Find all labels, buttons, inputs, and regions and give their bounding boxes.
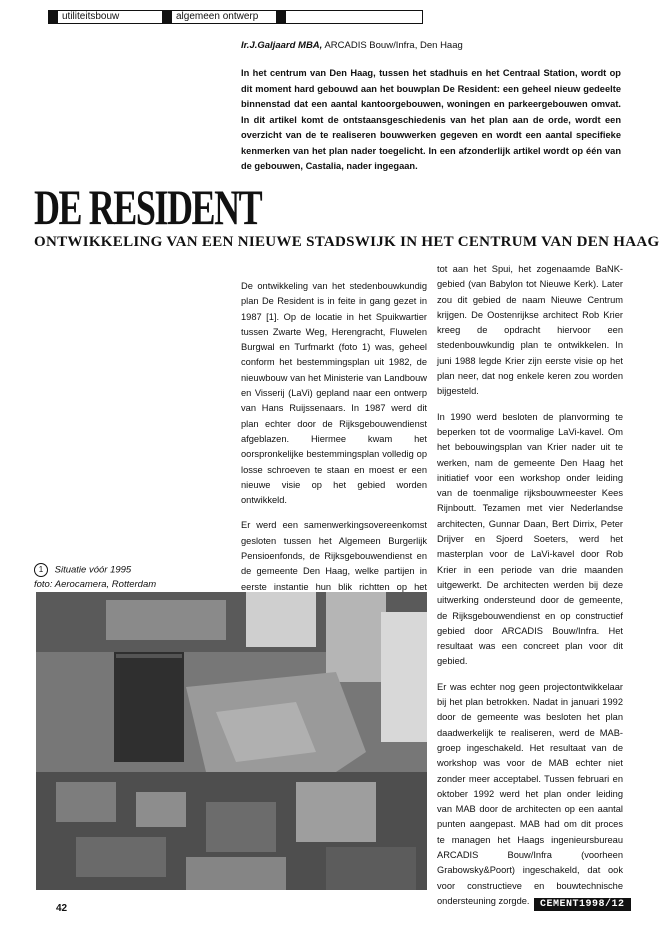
photo-caption [34,563,156,592]
tab-label: utiliteitsbouw [62,11,120,22]
paragraph: Er was echter nog geen projectontwikkelaar bij het plan betrokken. Nadat in januari 1992 door de gemeente was besloten het plan daadwerkelijk te realiseren, werd de MAB-groep ingeschakeld. Het resultaat van de workshop was voor de MAB echter niet zonder meer acceptabel. Tussen februari en oktober 1992 werd het plan onder leiding van MAB door de architecten op een aantal punten aangepast. MAB had om dit proces te managen het Haags ingenieursbureau ARCADIS Bouw/Infra (voorheen Grabowsky&Poort) ingeschakeld, dat ook voor constructieve en bouwtechnische ondersteuning zorgde. [437,681,623,906]
article-subtitle: ONTWIKKELING VAN EEN NIEUWE STADSWIJK IN HET CENTRUM VAN DEN HAAG [34,234,660,250]
tab-marker [162,11,172,23]
figure-number: 1 [34,563,48,577]
author-name: Ir.J.Galjaard MBA, [241,40,323,51]
tab-marker [276,11,286,23]
tab-label [286,11,290,23]
page-number: 42 [56,903,68,914]
aerial-photo-illustration [36,592,427,890]
tab-label: algemeen ontwerp [176,11,259,22]
text-column-1 [241,279,427,636]
text-column-2 [437,262,623,919]
section-tab-bar [48,10,423,24]
paragraph: In 1990 werd besloten de planvorming te beperken tot de voormalige LaVi-kavel. Om het bebouwingsplan van Krier nader uit te werken, nam de gemeente Den Haag het initiatief voor een workshop onder leiding van de toenmalige rijksbouwmeester Kees Rijnboutt. Tezamen met vier Nederlandse architecten, Gunnar Daan, Bert Dirrix, Peter Drijver en Sjoerd Soeters, werd het masterplan voor de LaVi-kavel door Rob Krier in een periode van drie maanden uitgewerkt. De architecten werden bij deze uitwerking ondersteund door de gemeente, de Rijksgebouwendienst en op constructief gebied door ARCADIS Bouw/Infra. Het resultaat was een concreet plan voor dit gebied. [437,411,623,667]
aerial-photo [36,592,427,890]
tab-marker [48,11,58,23]
paragraph: De ontwikkeling van het stedenbouwkundig plan De Resident is in feite in gang gezet in 1987 [1]. Op de locatie in het Spuikwartier tussen Zwarte Weg, Herengracht, Fluwelen Burgwal en Turfmarkt (foto 1) was, geheel conform het bestemmingsplan uit 1982, de nieuwbouw van het Ministerie van Landbouw en Visserij (LaVi) gepland naar een ontwerp van Hans Ruijssenaars. In 1987 werd dit plan echter door de Rijksgebouwendienst afgeblazen. Hiermee kwam het oorspronkelijke bestemmingsplan volledig op losse schroeven te staan en moest er een nieuwe visie op het gebied worden ontwikkeld. [241,281,427,506]
caption-title: Situatie vóór 1995 [54,564,132,576]
caption-credit: foto: Aerocamera, Rotterdam [34,578,157,590]
paragraph: Er werd een samenwerkingsovereenkomst gesloten tussen het Algemeen Burgerlijk Pensioenfonds, de Rijksgebouwendienst en de gemeente Den Haag, welke partijen in eerste instantie hun blik richtten op het [241,520,427,592]
article-title: DE RESIDENT [34,179,262,235]
intro-paragraph: In het centrum van Den Haag, tussen het stadhuis en het Centraal Station, wordt op dit moment hard gebouwd aan het bouwplan De Resident: een geheel nieuw gedeelte binnenstad dat een aantal kantoorgebouwen, woningen en parkeergebouwen omvat. In dit artikel komt de ontstaansgeschiedenis van het plan aan de orde, wordt een overzicht van de te realiseren bouwwerken gegeven en wordt een aantal specifieke kenmerken van het plan nader toegelicht. In een afzonderlijk artikel wordt op één van de gebouwen, Castalia, nader ingegaan. [241,68,621,171]
tab-empty [276,11,422,23]
tab-algemeen-ontwerp [162,11,276,23]
author-line [241,40,463,51]
paragraph: tot aan het Spui, het zogenaamde BaNK-gebied (van Babylon tot Nieuwe Kerk). Later zou dit gebied de naam Nieuwe Centrum krijgen. De Oostenrijkse architect Rob Krier kreeg de opdracht hiervoor een stedenbouwkundig plan te ontwikkelen. In juni 1988 legde Krier zijn eerste visie op het plan neer, dat nog enkele keren zou worden bijgesteld. [437,264,623,397]
journal-badge: CEMENT1998/12 [534,898,631,911]
author-affiliation: ARCADIS Bouw/Infra, Den Haag [324,40,463,51]
tab-utiliteitsbouw [48,11,162,23]
